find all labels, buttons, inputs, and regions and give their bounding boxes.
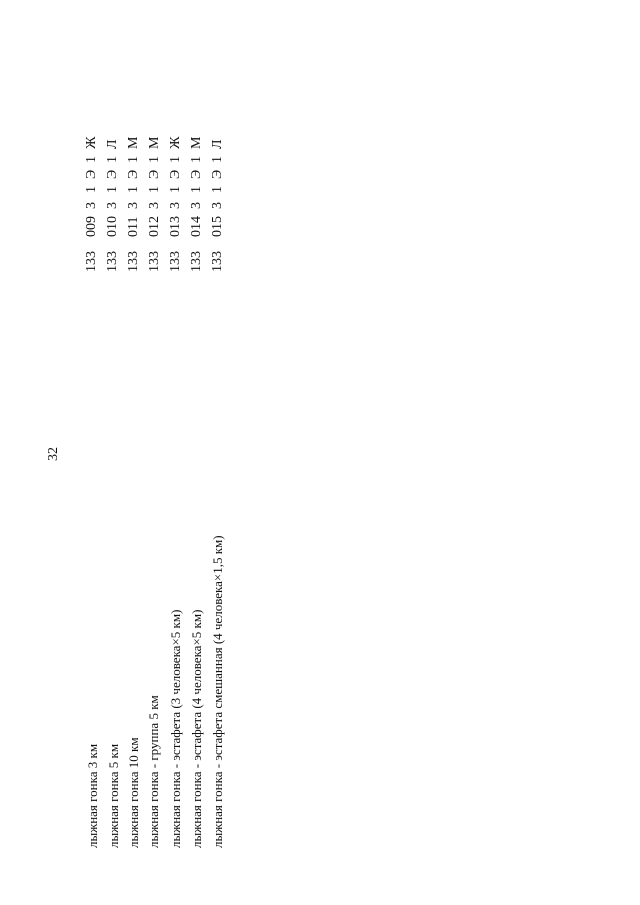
code-cell: 012 — [147, 216, 162, 237]
code-cell: 1 — [189, 156, 204, 163]
code-cell: 133 — [84, 251, 99, 272]
code-cell: 1 — [210, 156, 225, 163]
code-cell: 1 — [105, 186, 120, 193]
code-row — [189, 129, 205, 272]
code-row — [147, 129, 163, 272]
code-cell: М — [126, 136, 141, 149]
code-cell: 011 — [126, 216, 141, 237]
code-cell: Л — [105, 139, 120, 149]
code-cell: Э — [126, 169, 141, 179]
discipline-item: лыжная гонка - группа 5 км — [146, 695, 161, 848]
code-cell: 009 — [84, 216, 99, 237]
discipline-item: лыжная гонка 10 км — [126, 737, 141, 848]
code-cell: 1 — [147, 156, 162, 163]
code-cell: 133 — [168, 251, 183, 272]
code-cell: М — [189, 136, 204, 149]
code-cell: 014 — [189, 216, 204, 237]
code-cell: 133 — [147, 251, 162, 272]
code-cell: 015 — [210, 216, 225, 237]
code-cell: 3 — [210, 202, 225, 209]
code-cell: 1 — [126, 156, 141, 163]
code-cell: 1 — [147, 186, 162, 193]
code-cell: Э — [84, 169, 99, 179]
code-cell: 1 — [105, 156, 120, 163]
code-cell: Э — [105, 169, 120, 179]
code-cell: 1 — [126, 186, 141, 193]
code-cell: Э — [210, 169, 225, 179]
code-cell: 1 — [168, 186, 183, 193]
code-cell: Э — [189, 169, 204, 179]
code-cell: 3 — [84, 202, 99, 209]
code-cell: 1 — [168, 156, 183, 163]
discipline-item: лыжная гонка - эстафета (4 человека×5 км) — [189, 609, 204, 848]
code-cell: 013 — [168, 216, 183, 237]
code-row — [84, 129, 100, 272]
discipline-item: лыжная гонка - эстафета (3 человека×5 км) — [168, 609, 183, 848]
code-cell: Э — [147, 169, 162, 179]
code-row — [210, 129, 226, 272]
discipline-item: лыжная гонка 5 км — [106, 743, 121, 848]
code-cell: 1 — [84, 156, 99, 163]
code-cell: 3 — [147, 202, 162, 209]
code-cell: 3 — [168, 202, 183, 209]
code-cell: 3 — [189, 202, 204, 209]
code-cell: 133 — [105, 251, 120, 272]
code-cell: 3 — [126, 202, 141, 209]
code-cell: 133 — [189, 251, 204, 272]
code-cell: 133 — [126, 251, 141, 272]
code-row — [168, 129, 184, 272]
discipline-item: лыжная гонка 3 км — [85, 743, 100, 848]
code-row — [126, 129, 142, 272]
page-number: 32 — [46, 447, 61, 461]
code-cell: Ж — [84, 136, 99, 149]
discipline-item: лыжная гонка - эстафета смешанная (4 человека×1,5 км) — [210, 535, 225, 848]
code-cell: 3 — [105, 202, 120, 209]
code-cell: Ж — [168, 136, 183, 149]
code-cell: 133 — [210, 251, 225, 272]
code-cell: 1 — [210, 186, 225, 193]
code-cell: 1 — [84, 186, 99, 193]
code-cell: 1 — [189, 186, 204, 193]
code-cell: Э — [168, 169, 183, 179]
code-cell: М — [147, 136, 162, 149]
code-row — [105, 129, 121, 272]
code-cell: 010 — [105, 216, 120, 237]
code-cell: Л — [210, 139, 225, 149]
